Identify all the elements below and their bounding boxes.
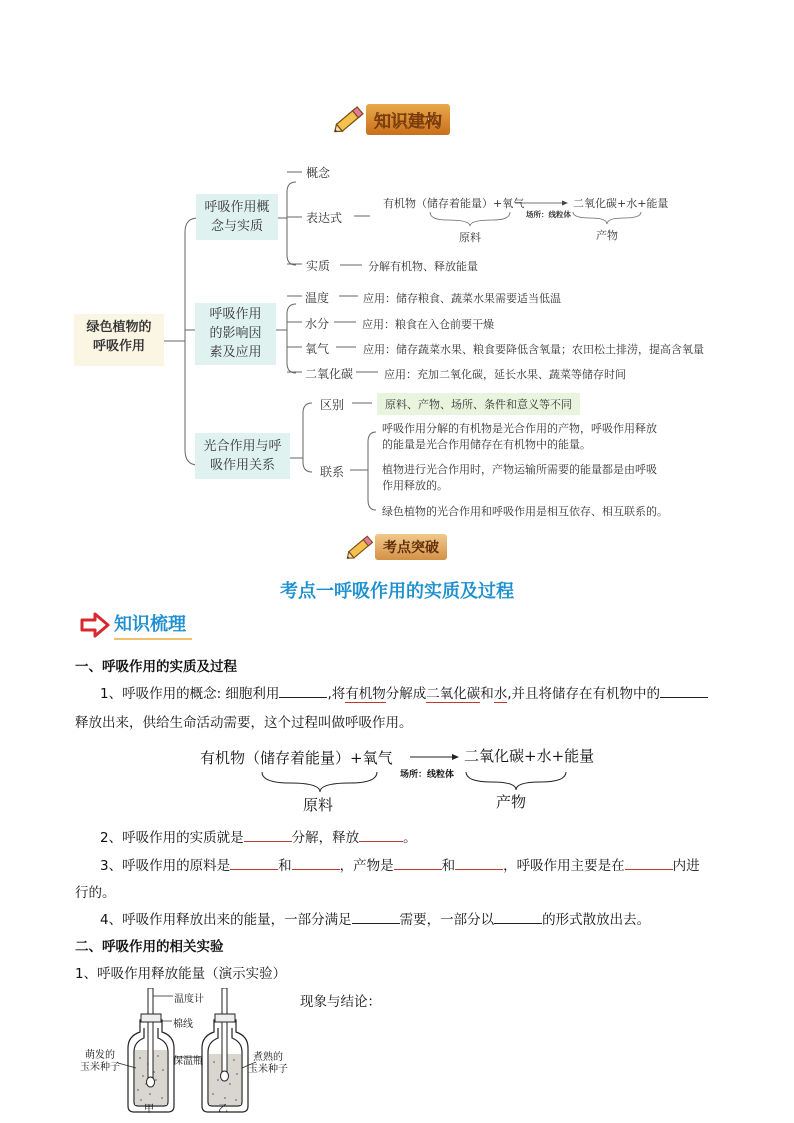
- tree-formula-place: 场所：线粒体: [526, 210, 571, 219]
- factor-water: 水分: [305, 317, 330, 331]
- section1-p3-line2: 行的。: [75, 885, 116, 901]
- tree-formula-left: 有机物（储存着能量）+氧气: [383, 197, 525, 210]
- p1-text-a: 1、呼吸作用的概念: 细胞利用: [100, 686, 280, 702]
- formula-place: 场所：线粒体: [400, 770, 455, 780]
- branch1-box: 呼吸作用概 念与实质: [196, 194, 278, 240]
- p1-water: 水: [493, 686, 508, 702]
- section2-heading: 二、呼吸作用的相关实验: [75, 939, 224, 955]
- blank-6[interactable]: [292, 855, 340, 870]
- label-cotton: 棉线: [173, 1019, 193, 1030]
- factor-water-app: 应用：粮食在入仓前要干燥: [362, 318, 494, 331]
- label-yi: 乙: [218, 1104, 228, 1115]
- relation-link-2: 植物进行光合作用时，产物运输所需要的能量都是由呼吸 作用释放的。: [382, 463, 657, 492]
- p2-text-a: 2、呼吸作用的实质就是: [100, 830, 244, 846]
- section1-heading: 一、呼吸作用的实质及过程: [75, 659, 237, 675]
- label-flask: 保温瓶: [173, 1056, 203, 1067]
- label-right-seeds: 煮熟的 玉米种子: [248, 1052, 288, 1075]
- relation-link-label: 联系: [320, 465, 345, 479]
- blank-11[interactable]: [494, 909, 542, 924]
- p4-text-b: 需要，一部分以: [399, 912, 495, 928]
- observe-label: 现象与结论：: [300, 994, 381, 1010]
- p3-text-d: 和: [441, 858, 456, 874]
- p3-text-a: 3、呼吸作用的原料是: [100, 858, 231, 874]
- branch1-item-concept: 概念: [306, 166, 331, 180]
- p1-text-f: 和: [480, 686, 494, 702]
- blank-7[interactable]: [394, 855, 442, 870]
- formula-product: 产物: [496, 793, 527, 811]
- topic-title: 考点一呼吸作用的实质及过程: [280, 581, 514, 602]
- relation-difference-text: 原料、产物、场所、条件和意义等不同: [377, 393, 580, 415]
- p3-text-f: 内进: [672, 858, 700, 874]
- branch2-box: 呼吸作用 的影响因 素及应用: [195, 303, 276, 365]
- label-left-seeds: 萌发的 玉米种子: [80, 1050, 120, 1073]
- p3-text-c: ，产物是: [339, 858, 394, 874]
- blank-4[interactable]: [359, 827, 403, 842]
- blank-3[interactable]: [244, 827, 292, 842]
- banner-label: 考点突破: [375, 534, 447, 560]
- blank-5[interactable]: [230, 855, 278, 870]
- p1-text-b: ,将: [327, 686, 346, 702]
- tree-root: 绿色植物的 呼吸作用: [74, 314, 164, 366]
- p1-co2: 二氧化碳: [426, 686, 481, 702]
- section2-sub: 1、呼吸作用释放能量（演示实验）: [75, 966, 287, 982]
- label-thermometer: 温度计: [174, 994, 204, 1005]
- p2-text-b: 分解，释放: [291, 830, 360, 846]
- relation-link-3: 绿色植物的光合作用和呼吸作用是相互依存、相互联系的。: [382, 505, 668, 518]
- tree-formula-product: 产物: [596, 229, 618, 242]
- p1-text-d: 分解成: [385, 686, 427, 702]
- section1-p2: [100, 826, 417, 846]
- branch1-essence-text: 分解有机物、释放能量: [368, 260, 478, 273]
- formula-raw: 原料: [303, 796, 334, 814]
- formula-right: 二氧化碳+水+能量: [464, 747, 595, 765]
- relation-link-1: 呼吸作用分解的有机物是光合作用的产物，呼吸作用释放 的能量是光合作用储存在有机物中的能量。: [382, 422, 657, 451]
- tree-formula-right: 二氧化碳+水+能量: [573, 197, 669, 210]
- formula-left: 有机物（储存着能量）+氧气: [200, 749, 393, 767]
- label-jia: 甲: [144, 1104, 154, 1115]
- relation-difference-label: 区别: [320, 398, 345, 412]
- p3-text-e: ，呼吸作用主要是在: [503, 858, 625, 874]
- blank-9[interactable]: [625, 855, 673, 870]
- blank-8[interactable]: [455, 855, 503, 870]
- blank-10[interactable]: [352, 909, 400, 924]
- p1-organic: 有机物: [345, 686, 386, 702]
- banner-label: 知识梳理: [114, 610, 192, 640]
- factor-temperature: 温度: [305, 291, 330, 305]
- branch1-item-expression: 表达式: [306, 211, 343, 225]
- p3-text-b: 和: [278, 858, 292, 874]
- p4-text-a: 4、呼吸作用释放出来的能量，一部分满足: [100, 912, 352, 928]
- section1-p1-line2: 释放出来，供给生命活动需要，这个过程叫做呼吸作用。: [75, 715, 413, 731]
- p1-text-h: ,并且将储存在有机物中的: [507, 686, 661, 702]
- banner-label: 知识建构: [366, 104, 450, 135]
- branch1-item-essence: 实质: [306, 259, 331, 273]
- factor-oxygen-app: 应用：储存蔬菜水果、粮食要降低含氧量；农田松土排涝，提高含氧量: [363, 343, 704, 356]
- tree-formula-raw: 原料: [459, 231, 481, 244]
- p4-text-c: 的形式散放出去。: [542, 912, 651, 928]
- factor-co2: 二氧化碳: [305, 367, 354, 381]
- section1-p4: [100, 908, 650, 928]
- section1-p3: [100, 854, 700, 874]
- branch3-box: 光合作用与呼 吸作用关系: [195, 433, 290, 479]
- factor-co2-app: 应用：充加二氧化碳，延长水果、蔬菜等储存时间: [384, 368, 626, 381]
- p2-text-c: 。: [403, 830, 417, 846]
- factor-oxygen: 氧气: [305, 342, 330, 356]
- factor-temperature-app: 应用：储存粮食、蔬菜水果需要适当低温: [363, 292, 561, 305]
